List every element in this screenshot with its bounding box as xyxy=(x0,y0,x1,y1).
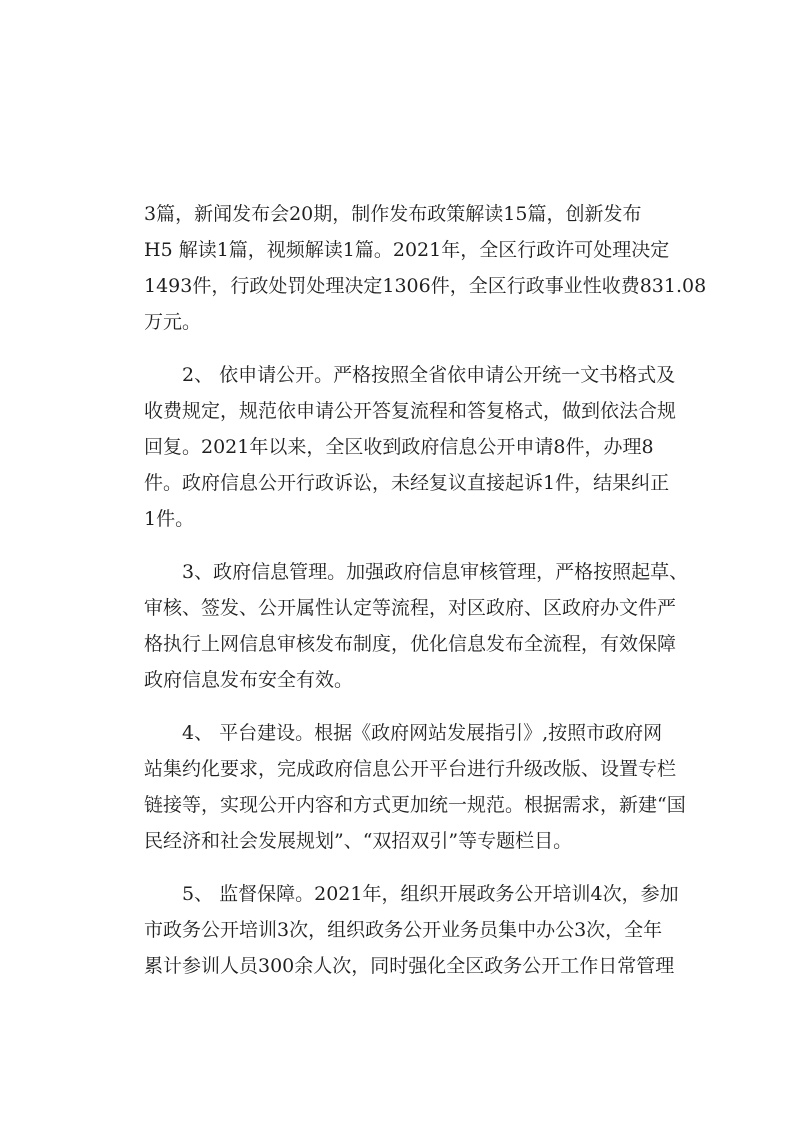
paragraph-supervision xyxy=(144,876,679,984)
text-line: 回复。2021年以来，全区收到政府信息公开申请8件，办理8 xyxy=(144,436,654,458)
text-line: 站集约化要求，完成政府信息公开平台进行升级改版、设置专栏 xyxy=(144,758,677,780)
text-line: 链接等，实现公开内容和方式更加统一规范。根据需求，新建“国 xyxy=(144,794,686,816)
text-line: 市政务公开培训3次，组织政务公开业务员集中办公3次，全年 xyxy=(144,919,663,941)
text-line: 4、 平台建设。根据《政府网站发展指引》,按照市政府网 xyxy=(182,722,663,744)
document-body xyxy=(144,196,707,1001)
text-line: 1件。 xyxy=(144,508,195,530)
text-line: 政府信息发布安全有效。 xyxy=(144,669,354,691)
text-line: 2、 依申请公开。严格按照全省依申请公开统一文书格式及 xyxy=(182,364,676,386)
paragraph-application-disclosure xyxy=(144,357,677,537)
text-line: H5 解读1篇，视频解读1篇。2021年，全区行政许可处理决定 xyxy=(144,239,670,261)
text-line: 收费规定，规范依申请公开答复流程和答复格式，做到依法合规 xyxy=(144,400,677,422)
text-line: 格执行上网信息审核发布制度，优化信息发布全流程，有效保障 xyxy=(144,633,677,655)
text-line: 累计参训人员300余人次，同时强化全区政务公开工作日常管理 xyxy=(144,955,675,977)
text-line: 审核、签发、公开属性认定等流程，对区政府、区政府办文件严 xyxy=(144,597,677,619)
paragraph-information-management xyxy=(144,554,689,698)
paragraph-platform-construction xyxy=(144,715,686,859)
text-line: 1493件，行政处罚处理决定1306件，全区行政事业性收费831.08 xyxy=(144,275,707,297)
text-line: 民经济和社会发展规划”、“双招双引”等专题栏目。 xyxy=(144,830,573,852)
text-line: 万元。 xyxy=(144,311,202,333)
text-line: 3、政府信息管理。加强政府信息审核管理，严格按照起草、 xyxy=(182,561,689,583)
text-line: 3篇，新闻发布会20期，制作发布政策解读15篇，创新发布 xyxy=(144,203,642,225)
text-line: 件。政府信息公开行政诉讼，未经复议直接起诉1件，结果纠正 xyxy=(144,472,670,494)
paragraph-statistics xyxy=(144,196,707,340)
text-line: 5、 监督保障。2021年，组织开展政务公开培训4次，参加 xyxy=(182,883,679,905)
